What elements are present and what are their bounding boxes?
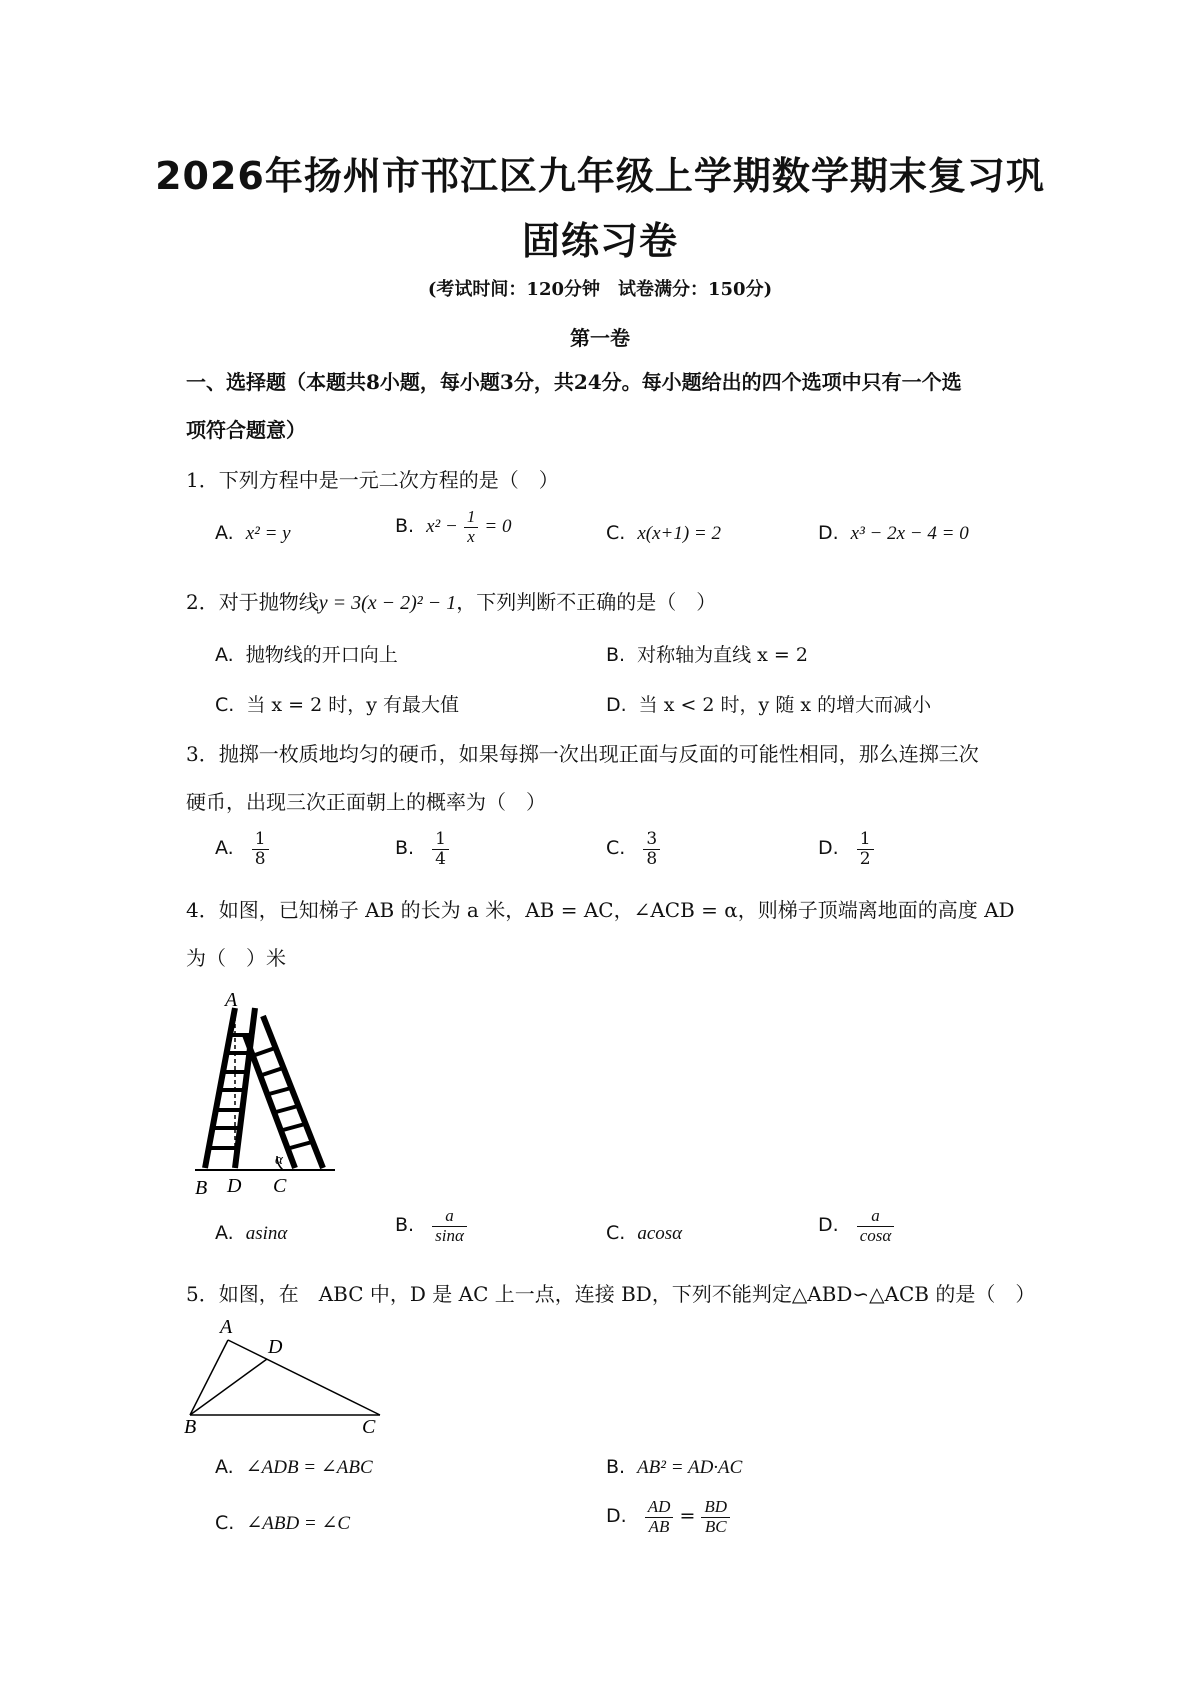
q5-option-d[interactable]: [606, 1498, 730, 1536]
option-label: C.: [215, 694, 235, 716]
option-text: x(x+1) = 2: [637, 523, 721, 544]
fraction: [643, 830, 660, 868]
q1-option-c[interactable]: [606, 522, 721, 545]
triangle-figure: [180, 1315, 390, 1435]
fraction-numerator: 1: [857, 830, 874, 850]
question-5-stem: 5．如图，在 ABC 中，D 是 AC 上一点，连接 BD，下列不能判定△ABD∽△ACB 的是（ ）: [186, 1282, 1036, 1306]
q2-option-a[interactable]: [215, 640, 398, 667]
option-label: C.: [606, 837, 626, 860]
page-title-line2: 固练习卷: [521, 219, 678, 263]
fraction-left: [645, 1498, 674, 1536]
fraction: [857, 830, 874, 868]
q4-option-c[interactable]: [606, 1222, 682, 1245]
option-label: A.: [215, 837, 234, 860]
stem-line2: 为（ ）米: [186, 946, 286, 970]
option-label: D.: [818, 1214, 839, 1237]
fraction: [464, 508, 479, 546]
question-4-stem: [186, 886, 1046, 982]
option-label: C.: [215, 1512, 235, 1534]
q3-option-b[interactable]: [395, 830, 449, 868]
option-text: x³ − 2x − 4 = 0: [850, 523, 969, 544]
option-text: 当 x < 2 时，y 随 x 的增大而减小: [638, 694, 932, 716]
segment-bd: [190, 1359, 267, 1415]
q4-option-b[interactable]: [395, 1207, 467, 1245]
fraction-denominator: 8: [254, 848, 266, 869]
fraction: [252, 830, 269, 868]
option-tail: = 0: [484, 516, 512, 538]
label-c: C: [273, 1175, 287, 1197]
fraction-numerator: 1: [464, 508, 479, 528]
label-alpha: α: [275, 1152, 283, 1168]
label-a: A: [220, 1316, 233, 1338]
option-text: x² = y: [245, 523, 291, 544]
fraction-denominator: 4: [435, 848, 446, 869]
ladder-figure: [195, 990, 345, 1200]
label-b: B: [195, 1177, 208, 1199]
option-text: ∠ABD = ∠C: [246, 1513, 351, 1534]
q3-option-a[interactable]: [215, 830, 269, 868]
fraction-denominator: 8: [646, 848, 658, 869]
option-label: A.: [215, 522, 234, 544]
label-d: D: [227, 1175, 242, 1197]
option-label: B.: [395, 1214, 415, 1237]
stem-pre: 2．对于抛物线: [186, 590, 319, 614]
segment-ac: [228, 1340, 380, 1415]
page-title-line1: 2026年扬州市邗江区九年级上学期数学期末复习巩: [155, 154, 1045, 198]
label-b: B: [184, 1416, 197, 1435]
stem-line1: 3．抛掷一枚质地均匀的硬币，如果每掷一次出现正面与反面的可能性相同，那么连掷三次: [186, 742, 979, 766]
label-d: D: [268, 1336, 283, 1358]
option-text: AB² = AD·AC: [637, 1457, 743, 1478]
section-heading-line1: 一、选择题（本题共8小题，每小题3分，共24分。每小题给出的四个选项中只有一个选: [186, 370, 962, 394]
q3-option-d[interactable]: [818, 830, 874, 868]
question-3-stem: [186, 730, 1046, 826]
q4-option-d[interactable]: [818, 1207, 894, 1245]
option-text: 抛物线的开口向上: [245, 644, 398, 666]
q5-option-c[interactable]: [215, 1512, 350, 1535]
fraction-numerator: 1: [252, 830, 269, 850]
option-label: D.: [818, 837, 839, 860]
option-label: C.: [606, 1222, 626, 1244]
option-label: C.: [606, 522, 626, 544]
q2-option-d[interactable]: [606, 690, 931, 717]
equals-sign: =: [679, 1505, 696, 1528]
option-label: A.: [215, 1456, 234, 1478]
fraction-denominator: sinα: [435, 1225, 464, 1245]
q2-option-b[interactable]: [606, 640, 808, 667]
stem-math: y = 3(x − 2)² − 1: [318, 592, 457, 614]
q3-option-c[interactable]: [606, 830, 660, 868]
fraction-denominator: AB: [648, 1516, 670, 1536]
fraction-denominator: 2: [859, 848, 871, 869]
fraction-denominator: BC: [704, 1516, 727, 1536]
fraction-numerator: a: [857, 1207, 895, 1227]
q4-option-a[interactable]: [215, 1222, 287, 1245]
q1-option-b[interactable]: [395, 508, 511, 546]
fraction: [432, 830, 449, 868]
q1-option-a[interactable]: [215, 522, 291, 545]
option-label: A.: [215, 1222, 234, 1244]
label-a: A: [225, 990, 238, 1011]
question-2-stem: [186, 578, 1046, 627]
fraction-numerator: a: [432, 1207, 467, 1227]
option-label: D.: [606, 1505, 627, 1528]
fraction: [857, 1207, 895, 1245]
option-text: ∠ADB = ∠ABC: [245, 1457, 373, 1478]
option-label: B.: [606, 1456, 626, 1478]
segment-ab: [190, 1340, 228, 1415]
stem-post: ，下列判断不正确的是（ ）: [456, 590, 717, 614]
stem-line1: 4．如图，已知梯子 AB 的长为 a 米，AB = AC，∠ACB = α，则梯子顶端离地面的高度 AD: [186, 898, 1015, 922]
ladder-rail: [245, 1035, 295, 1168]
option-label: D.: [606, 694, 627, 716]
section-heading-line2: 项符合题意）: [186, 418, 306, 442]
option-text: 对称轴为直线 x = 2: [637, 644, 808, 666]
option-text: acosα: [637, 1223, 683, 1244]
section-heading: [186, 358, 1046, 454]
option-label: A.: [215, 644, 234, 666]
q5-option-a[interactable]: [215, 1456, 373, 1479]
fraction-numerator: 1: [432, 830, 449, 850]
q5-option-b[interactable]: [606, 1456, 742, 1479]
option-label: B.: [395, 515, 415, 538]
q2-option-c[interactable]: [215, 690, 459, 717]
fraction-numerator: AD: [645, 1498, 674, 1518]
option-lead: x² −: [426, 516, 458, 538]
q1-option-d[interactable]: [818, 522, 969, 545]
label-c: C: [362, 1416, 376, 1435]
option-label: B.: [606, 644, 626, 666]
fraction-denominator: x: [467, 526, 475, 546]
fraction-denominator: cosα: [859, 1225, 892, 1245]
option-label: B.: [395, 837, 415, 860]
option-text: 当 x = 2 时，y 有最大值: [246, 694, 459, 716]
exam-info: (考试时间：120分钟 试卷满分：150分): [427, 279, 773, 300]
stem-line2: 硬币，出现三次正面朝上的概率为（ ）: [186, 790, 546, 814]
option-label: D.: [818, 522, 839, 544]
fraction: [432, 1207, 467, 1245]
option-text: asinα: [245, 1223, 288, 1244]
fraction-numerator: BD: [701, 1498, 730, 1518]
volume-label: 第一卷: [570, 326, 630, 350]
fraction-right: [701, 1498, 730, 1536]
fraction-numerator: 3: [643, 830, 660, 850]
question-1-stem: 1．下列方程中是一元二次方程的是（ ）: [186, 468, 559, 492]
